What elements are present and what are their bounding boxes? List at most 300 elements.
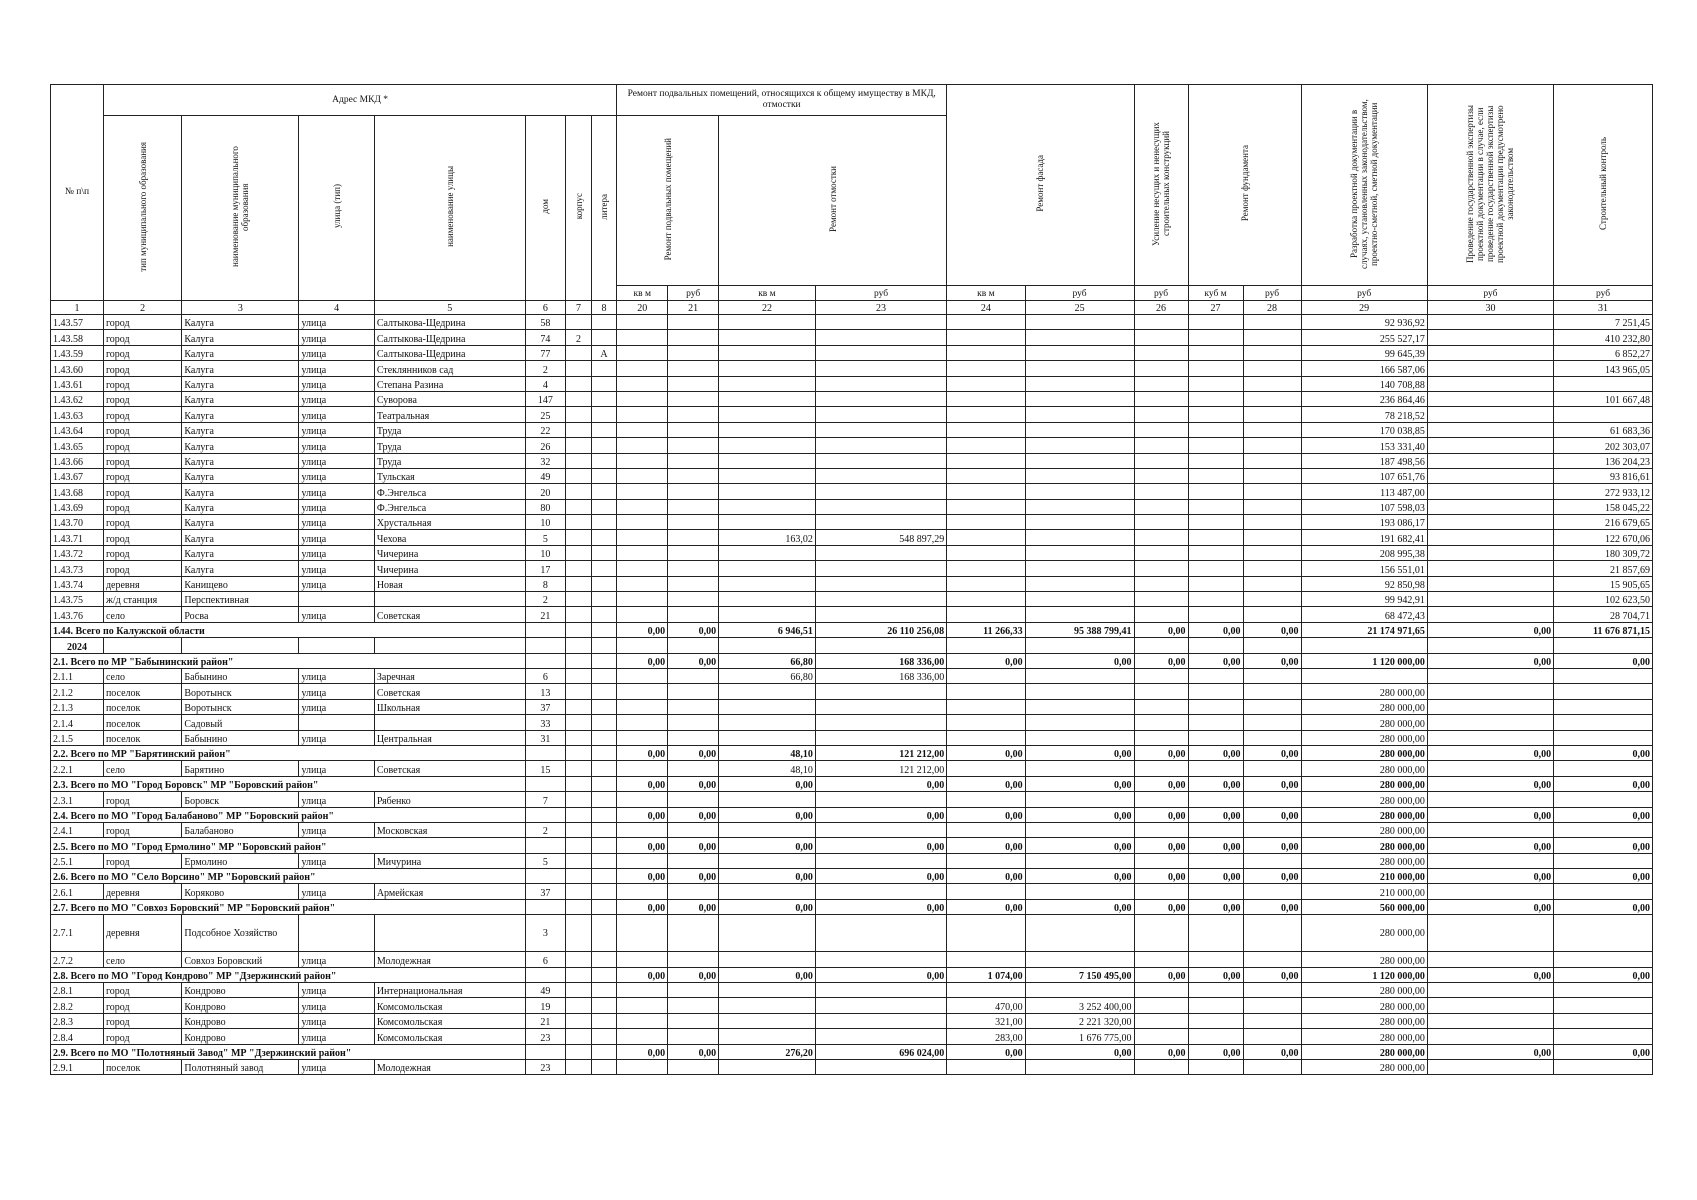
- value-cell: [668, 345, 719, 360]
- value-cell: 11 676 871,15: [1554, 622, 1653, 637]
- value-cell: 276,20: [719, 1044, 816, 1059]
- litera-cell: [591, 952, 617, 967]
- value-cell: 2 221 320,00: [1025, 1013, 1134, 1028]
- value-cell: [668, 730, 719, 745]
- mo-type-cell: город: [103, 315, 181, 330]
- value-cell: 0,00: [947, 869, 1025, 884]
- value-cell: [617, 391, 668, 406]
- value-cell: [617, 730, 668, 745]
- value-cell: [617, 1029, 668, 1044]
- value-cell: [1427, 484, 1553, 499]
- value-cell: [1554, 376, 1653, 391]
- empty-cell: [566, 653, 591, 668]
- street-type-cell: улица: [299, 1013, 374, 1028]
- value-cell: [617, 407, 668, 422]
- value-cell: [1554, 730, 1653, 745]
- value-cell: 21 174 971,65: [1301, 622, 1427, 637]
- litera-cell: [591, 530, 617, 545]
- value-cell: 208 995,38: [1301, 545, 1427, 560]
- value-cell: [947, 607, 1025, 622]
- house-cell: 147: [525, 391, 566, 406]
- value-cell: [1243, 1059, 1301, 1074]
- value-cell: [1025, 1059, 1134, 1074]
- value-cell: 0,00: [1188, 1044, 1243, 1059]
- value-cell: [719, 1013, 816, 1028]
- table-row: [51, 330, 1653, 345]
- empty-cell: [525, 745, 566, 760]
- value-cell: [815, 422, 946, 437]
- mo-type-cell: город: [103, 345, 181, 360]
- header-basement-group: Ремонт подвальных помещений, относящихся к общему имуществу в МКД, отмостки: [617, 85, 947, 116]
- row-number: 2.8.1: [51, 983, 104, 998]
- row-number: 1.43.71: [51, 530, 104, 545]
- value-cell: 140 708,88: [1301, 376, 1427, 391]
- value-cell: [1243, 699, 1301, 714]
- value-cell: [617, 576, 668, 591]
- empty-cell: [591, 745, 617, 760]
- value-cell: [1427, 915, 1553, 952]
- mo-name-cell: Ермолино: [182, 853, 299, 868]
- korpus-cell: [566, 1059, 591, 1074]
- row-number: 1.43.63: [51, 407, 104, 422]
- value-cell: 0,00: [1243, 838, 1301, 853]
- value-cell: 107 651,76: [1301, 468, 1427, 483]
- value-cell: [1134, 530, 1188, 545]
- value-cell: 26 110 256,08: [815, 622, 946, 637]
- value-cell: [668, 361, 719, 376]
- value-cell: [1427, 853, 1553, 868]
- index-cell: 25: [1025, 301, 1134, 315]
- value-cell: [617, 438, 668, 453]
- value-cell: [617, 715, 668, 730]
- value-cell: 0,00: [617, 807, 668, 822]
- value-cell: [1134, 1013, 1188, 1028]
- row-number: 2.3.1: [51, 792, 104, 807]
- value-cell: [1134, 376, 1188, 391]
- value-cell: 0,00: [947, 807, 1025, 822]
- street-type-cell: улица: [299, 607, 374, 622]
- value-cell: 0,00: [1188, 776, 1243, 791]
- value-cell: 0,00: [815, 776, 946, 791]
- row-number: 2.6.1: [51, 884, 104, 899]
- value-cell: [947, 453, 1025, 468]
- value-cell: [1427, 499, 1553, 514]
- value-cell: 0,00: [617, 1044, 668, 1059]
- value-cell: 0,00: [617, 869, 668, 884]
- mo-name-cell: Кондрово: [182, 998, 299, 1013]
- value-cell: 0,00: [947, 1044, 1025, 1059]
- empty-cell: [103, 638, 181, 653]
- value-cell: 99 942,91: [1301, 592, 1427, 607]
- unit-cell: руб: [1301, 286, 1427, 301]
- empty-cell: [1554, 638, 1653, 653]
- korpus-cell: [566, 545, 591, 560]
- mo-type-cell: поселок: [103, 699, 181, 714]
- value-cell: [1188, 391, 1243, 406]
- value-cell: 280 000,00: [1301, 807, 1427, 822]
- street-type-cell: улица: [299, 983, 374, 998]
- unit-cell: руб: [1025, 286, 1134, 301]
- value-cell: 0,00: [1025, 807, 1134, 822]
- korpus-cell: [566, 315, 591, 330]
- korpus-cell: [566, 515, 591, 530]
- mo-type-cell: город: [103, 453, 181, 468]
- street-name-cell: [374, 915, 525, 952]
- street-name-cell: Хрустальная: [374, 515, 525, 530]
- litera-cell: [591, 915, 617, 952]
- header-basement: Ремонт подвальных помещений: [617, 116, 719, 286]
- value-cell: 0,00: [617, 967, 668, 982]
- value-cell: 95 388 799,41: [1025, 622, 1134, 637]
- mo-name-cell: Кондрово: [182, 1013, 299, 1028]
- street-name-cell: Салтыкова-Щедрина: [374, 345, 525, 360]
- value-cell: 0,00: [1134, 622, 1188, 637]
- value-cell: [617, 998, 668, 1013]
- table-row: [51, 453, 1653, 468]
- value-cell: [668, 607, 719, 622]
- table-row: [51, 484, 1653, 499]
- value-cell: 93 816,61: [1554, 468, 1653, 483]
- value-cell: [1025, 792, 1134, 807]
- value-cell: 0,00: [668, 899, 719, 914]
- value-cell: 0,00: [1554, 838, 1653, 853]
- value-cell: [1134, 499, 1188, 514]
- mo-name-cell: Калуга: [182, 376, 299, 391]
- empty-cell: [591, 776, 617, 791]
- value-cell: [668, 330, 719, 345]
- value-cell: [1025, 315, 1134, 330]
- value-cell: 0,00: [668, 622, 719, 637]
- value-cell: [1427, 391, 1553, 406]
- empty-cell: [1301, 638, 1427, 653]
- value-cell: 0,00: [1554, 899, 1653, 914]
- street-type-cell: улица: [299, 998, 374, 1013]
- header-korpus: корпус: [566, 116, 591, 301]
- value-cell: [1188, 952, 1243, 967]
- value-cell: [815, 391, 946, 406]
- mo-type-cell: поселок: [103, 730, 181, 745]
- korpus-cell: [566, 438, 591, 453]
- value-cell: 0,00: [719, 838, 816, 853]
- street-name-cell: Степана Разина: [374, 376, 525, 391]
- value-cell: [815, 315, 946, 330]
- street-type-cell: [299, 915, 374, 952]
- value-cell: [947, 715, 1025, 730]
- value-cell: 0,00: [1188, 807, 1243, 822]
- street-name-cell: Школьная: [374, 699, 525, 714]
- value-cell: 280 000,00: [1301, 1044, 1427, 1059]
- table-row: [51, 391, 1653, 406]
- street-type-cell: улица: [299, 684, 374, 699]
- subtotal-label: 2.6. Всего по МО "Село Ворсино" МР "Боровский район": [51, 869, 526, 884]
- value-cell: [1134, 853, 1188, 868]
- korpus-cell: [566, 468, 591, 483]
- value-cell: 0,00: [815, 967, 946, 982]
- value-cell: [617, 515, 668, 530]
- value-cell: [668, 699, 719, 714]
- value-cell: [947, 422, 1025, 437]
- value-cell: 1 676 775,00: [1025, 1029, 1134, 1044]
- row-number: 2.1.1: [51, 668, 104, 683]
- street-name-cell: [374, 715, 525, 730]
- subtotal-row: [51, 869, 1653, 884]
- litera-cell: [591, 484, 617, 499]
- value-cell: [1554, 1059, 1653, 1074]
- value-cell: 0,00: [617, 653, 668, 668]
- value-cell: [1025, 715, 1134, 730]
- litera-cell: [591, 545, 617, 560]
- mo-type-cell: деревня: [103, 915, 181, 952]
- header-strengthen: Усиление несущих и ненесущих строительных конструкций: [1134, 85, 1188, 286]
- value-cell: [947, 884, 1025, 899]
- house-cell: 49: [525, 468, 566, 483]
- street-name-cell: Труда: [374, 453, 525, 468]
- value-cell: 210 000,00: [1301, 884, 1427, 899]
- value-cell: 187 498,56: [1301, 453, 1427, 468]
- value-cell: [1134, 715, 1188, 730]
- value-cell: [1025, 499, 1134, 514]
- value-cell: [1243, 792, 1301, 807]
- value-cell: [719, 453, 816, 468]
- value-cell: 0,00: [1025, 838, 1134, 853]
- value-cell: 0,00: [1427, 807, 1553, 822]
- value-cell: [1134, 592, 1188, 607]
- value-cell: [1427, 792, 1553, 807]
- header-house: дом: [525, 116, 566, 301]
- header-expertise: Проведение государственной экспертизы проектной документации в случае, если проведение государственной экспертизы проектной документации предусмотрено законодательством: [1427, 85, 1553, 286]
- value-cell: [1134, 438, 1188, 453]
- empty-cell: [525, 807, 566, 822]
- street-type-cell: улица: [299, 576, 374, 591]
- mo-name-cell: Подсобное Хозяйство: [182, 915, 299, 952]
- value-cell: [668, 545, 719, 560]
- value-cell: [1243, 952, 1301, 967]
- value-cell: [1427, 1059, 1553, 1074]
- street-type-cell: улица: [299, 484, 374, 499]
- house-cell: 19: [525, 998, 566, 1013]
- value-cell: [719, 853, 816, 868]
- value-cell: 560 000,00: [1301, 899, 1427, 914]
- value-cell: [1554, 699, 1653, 714]
- unit-cell: куб м: [1188, 286, 1243, 301]
- korpus-cell: [566, 1013, 591, 1028]
- value-cell: [1243, 715, 1301, 730]
- value-cell: [1427, 438, 1553, 453]
- value-cell: [1025, 684, 1134, 699]
- value-cell: [947, 499, 1025, 514]
- value-cell: 202 303,07: [1554, 438, 1653, 453]
- street-type-cell: улица: [299, 884, 374, 899]
- street-name-cell: Труда: [374, 422, 525, 437]
- empty-cell: [566, 1044, 591, 1059]
- korpus-cell: [566, 792, 591, 807]
- value-cell: [1243, 1029, 1301, 1044]
- korpus-cell: [566, 668, 591, 683]
- value-cell: [668, 592, 719, 607]
- litera-cell: [591, 499, 617, 514]
- value-cell: [719, 422, 816, 437]
- mo-name-cell: Калуга: [182, 561, 299, 576]
- street-name-cell: Тульская: [374, 468, 525, 483]
- value-cell: 0,00: [815, 838, 946, 853]
- value-cell: [1025, 438, 1134, 453]
- street-name-cell: Армейская: [374, 884, 525, 899]
- korpus-cell: [566, 376, 591, 391]
- mo-type-cell: село: [103, 607, 181, 622]
- empty-cell: [525, 776, 566, 791]
- value-cell: 0,00: [1243, 807, 1301, 822]
- row-number: 1.43.65: [51, 438, 104, 453]
- subtotal-row: [51, 838, 1653, 853]
- value-cell: [947, 699, 1025, 714]
- value-cell: [668, 715, 719, 730]
- table-row: [51, 361, 1653, 376]
- empty-cell: [566, 807, 591, 822]
- unit-cell: кв м: [947, 286, 1025, 301]
- subtotal-row: [51, 653, 1653, 668]
- value-cell: [1025, 884, 1134, 899]
- litera-cell: [591, 607, 617, 622]
- house-cell: 49: [525, 983, 566, 998]
- table-row: [51, 952, 1653, 967]
- mo-name-cell: Калуга: [182, 515, 299, 530]
- street-type-cell: улица: [299, 668, 374, 683]
- litera-cell: [591, 315, 617, 330]
- street-type-cell: улица: [299, 699, 374, 714]
- value-cell: [1025, 515, 1134, 530]
- value-cell: [719, 545, 816, 560]
- mo-type-cell: село: [103, 761, 181, 776]
- row-number: 2.7.1: [51, 915, 104, 952]
- street-type-cell: улица: [299, 1029, 374, 1044]
- empty-cell: [1025, 638, 1134, 653]
- row-number: 1.43.72: [51, 545, 104, 560]
- litera-cell: [591, 576, 617, 591]
- value-cell: 92 936,92: [1301, 315, 1427, 330]
- table-row: [51, 1013, 1653, 1028]
- table-row: [51, 699, 1653, 714]
- value-cell: [1427, 330, 1553, 345]
- value-cell: 280 000,00: [1301, 745, 1427, 760]
- header-street-type: улица (тип): [299, 116, 374, 301]
- value-cell: [1188, 607, 1243, 622]
- korpus-cell: [566, 361, 591, 376]
- street-type-cell: улица: [299, 468, 374, 483]
- value-cell: 0,00: [668, 1044, 719, 1059]
- value-cell: 0,00: [1554, 1044, 1653, 1059]
- value-cell: [815, 499, 946, 514]
- value-cell: [815, 607, 946, 622]
- value-cell: 99 645,39: [1301, 345, 1427, 360]
- value-cell: [719, 684, 816, 699]
- table-row: [51, 853, 1653, 868]
- value-cell: [1134, 361, 1188, 376]
- value-cell: 0,00: [617, 745, 668, 760]
- subtotal-label: 2.7. Всего по МО "Совхоз Боровский" МР "Боровский район": [51, 899, 526, 914]
- value-cell: [815, 1059, 946, 1074]
- table-row: [51, 499, 1653, 514]
- value-cell: [815, 684, 946, 699]
- value-cell: [719, 699, 816, 714]
- value-cell: [719, 792, 816, 807]
- value-cell: [947, 952, 1025, 967]
- index-cell: 7: [566, 301, 591, 315]
- value-cell: [617, 822, 668, 837]
- empty-cell: [566, 967, 591, 982]
- value-cell: [947, 822, 1025, 837]
- empty-cell: [566, 869, 591, 884]
- street-type-cell: улица: [299, 438, 374, 453]
- street-name-cell: Московская: [374, 822, 525, 837]
- value-cell: 7 150 495,00: [1025, 967, 1134, 982]
- value-cell: 280 000,00: [1301, 915, 1427, 952]
- value-cell: 0,00: [617, 838, 668, 853]
- value-cell: 280 000,00: [1301, 684, 1427, 699]
- value-cell: [1427, 1013, 1553, 1028]
- value-cell: 0,00: [719, 807, 816, 822]
- house-cell: 20: [525, 484, 566, 499]
- value-cell: [1427, 998, 1553, 1013]
- street-type-cell: улица: [299, 561, 374, 576]
- unit-cell: кв м: [617, 286, 668, 301]
- index-cell: 5: [374, 301, 525, 315]
- value-cell: [668, 1059, 719, 1074]
- value-cell: [668, 391, 719, 406]
- table-row: [51, 422, 1653, 437]
- house-cell: 2: [525, 361, 566, 376]
- house-cell: 15: [525, 761, 566, 776]
- value-cell: [947, 545, 1025, 560]
- litera-cell: [591, 699, 617, 714]
- street-type-cell: улица: [299, 530, 374, 545]
- value-cell: 0,00: [1188, 622, 1243, 637]
- street-type-cell: улица: [299, 515, 374, 530]
- mo-name-cell: Калуга: [182, 315, 299, 330]
- value-cell: [617, 592, 668, 607]
- value-cell: 0,00: [1554, 776, 1653, 791]
- house-cell: 2: [525, 592, 566, 607]
- value-cell: 6 946,51: [719, 622, 816, 637]
- table-row: [51, 607, 1653, 622]
- subtotal-label: 2.3. Всего по МО "Город Боровск" МР "Боровский район": [51, 776, 526, 791]
- value-cell: [1243, 884, 1301, 899]
- street-name-cell: Советская: [374, 761, 525, 776]
- value-cell: [668, 668, 719, 683]
- value-cell: [1188, 361, 1243, 376]
- value-cell: 0,00: [668, 838, 719, 853]
- street-type-cell: улица: [299, 499, 374, 514]
- value-cell: [1025, 530, 1134, 545]
- value-cell: 0,00: [1427, 967, 1553, 982]
- value-cell: 0,00: [668, 807, 719, 822]
- value-cell: 78 218,52: [1301, 407, 1427, 422]
- value-cell: [617, 792, 668, 807]
- value-cell: [1188, 576, 1243, 591]
- row-number: 2.9.1: [51, 1059, 104, 1074]
- mo-type-cell: город: [103, 376, 181, 391]
- value-cell: 0,00: [668, 869, 719, 884]
- value-cell: [1243, 545, 1301, 560]
- value-cell: [1243, 915, 1301, 952]
- value-cell: 0,00: [947, 745, 1025, 760]
- empty-cell: [525, 838, 566, 853]
- value-cell: 0,00: [1134, 967, 1188, 982]
- mo-type-cell: город: [103, 545, 181, 560]
- empty-cell: [591, 807, 617, 822]
- mo-name-cell: Садовый: [182, 715, 299, 730]
- value-cell: 101 667,48: [1554, 391, 1653, 406]
- value-cell: [617, 484, 668, 499]
